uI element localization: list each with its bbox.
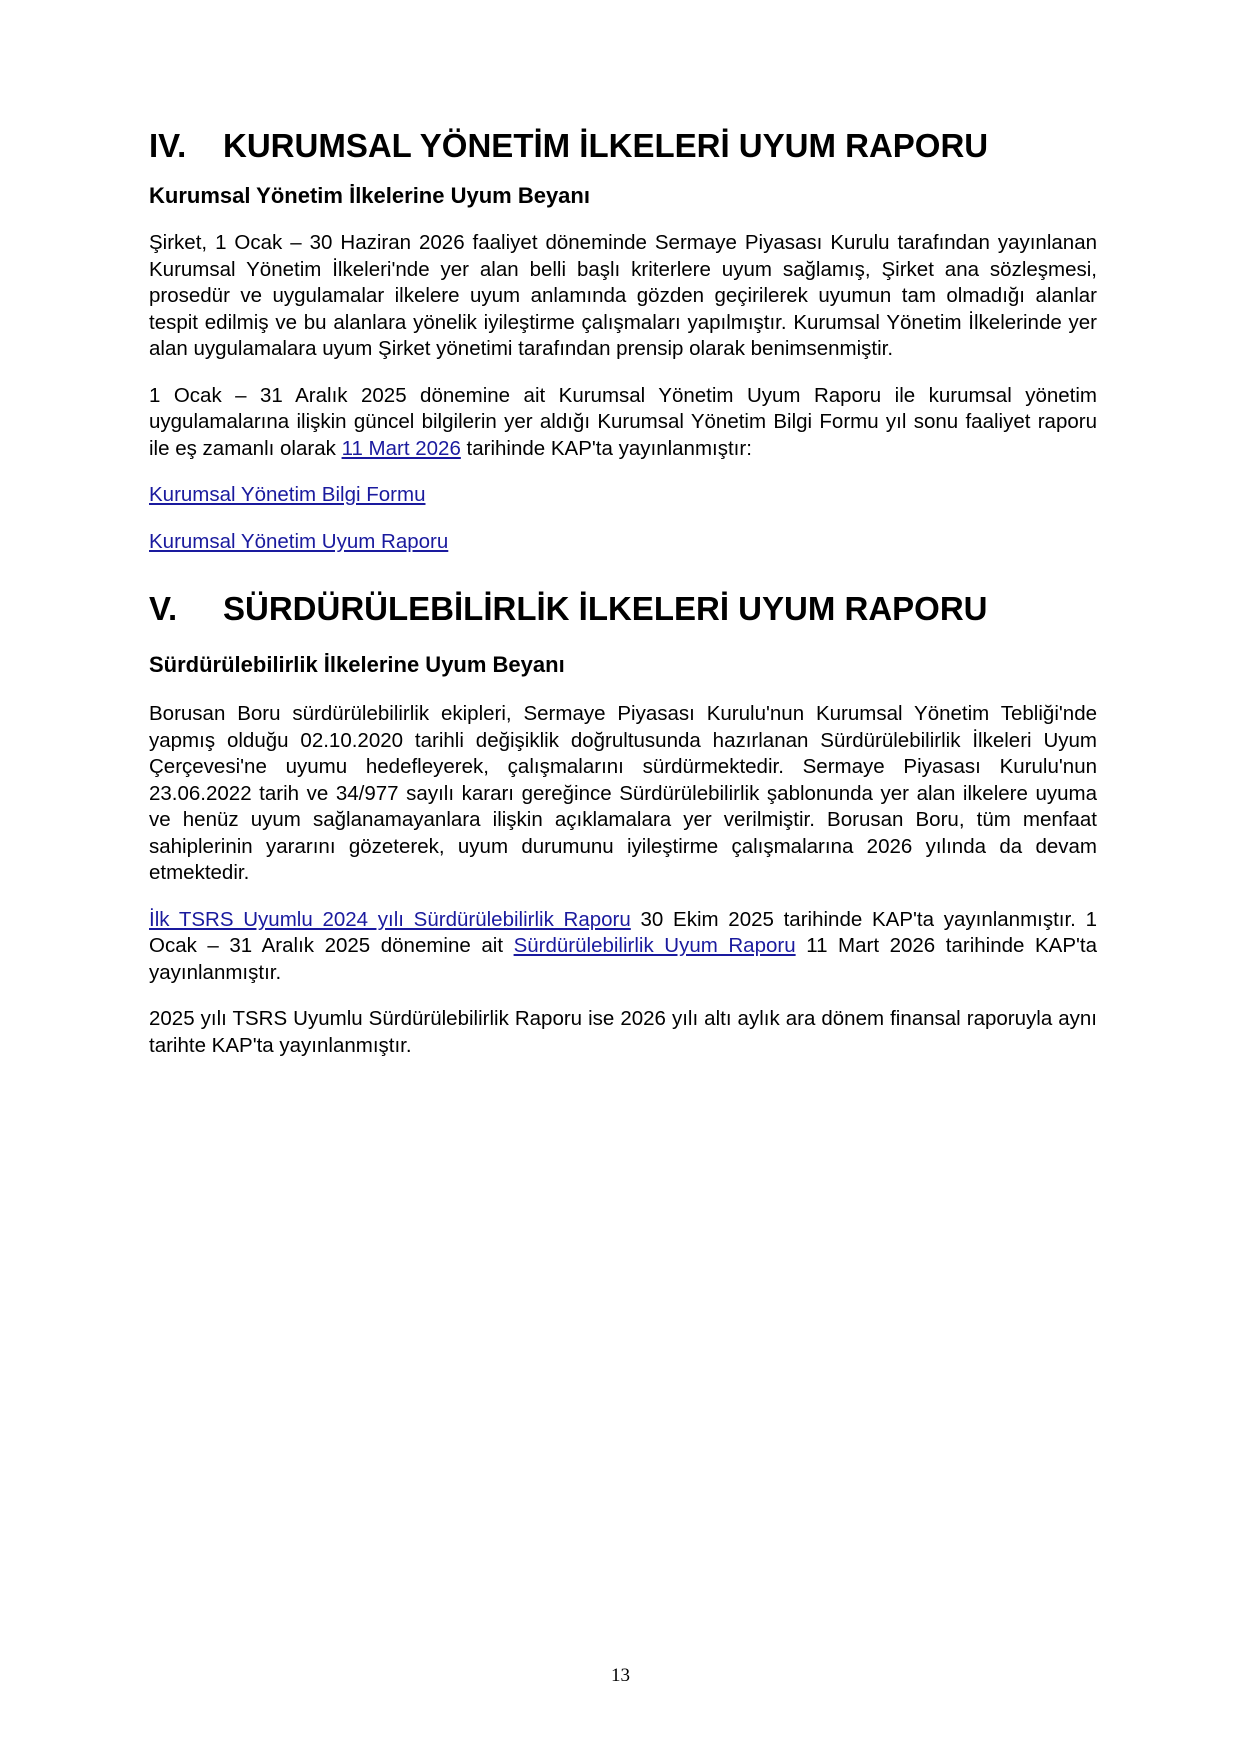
section-iv-title: KURUMSAL YÖNETİM İLKELERİ UYUM RAPORU — [223, 127, 989, 164]
link-paragraph — [149, 482, 1097, 509]
page-number: 13 — [611, 1665, 630, 1686]
corporate-governance-info-form-link[interactable]: Kurumsal Yönetim Bilgi Formu — [149, 483, 426, 506]
corporate-governance-subheading: Kurumsal Yönetim İlkelerine Uyum Beyanı — [149, 183, 590, 208]
section-iv-heading — [149, 126, 1097, 166]
sustainability-subheading: Sürdürülebilirlik İlkelerine Uyum Beyanı — [149, 652, 565, 677]
paragraph-text: 1 Ocak – 31 Aralık 2025 dönemine ait Kurumsal Yönetim Uyum Raporu ile kurumsal yönetim uygulamalarına ilişkin güncel bilgilerin yer aldığı Kurumsal Yönetim Bilgi Formu yıl sonu faaliyet raporu ile eş zamanlı olarak — [149, 383, 1097, 460]
sustainability-compliance-report-link[interactable]: Sürdürülebilirlik Uyum Raporu — [513, 934, 796, 957]
sustainability-paragraph-1: Borusan Boru sürdürülebilirlik ekipleri, Sermaye Piyasası Kurulu'nun Kurumsal Yönetim Tebliği'nde yapmış olduğu 02.10.2020 tarihli değişiklik doğrultusunda hazırlanan Sürdürülebilirlik İlkeleri Uyum Çerçevesi'ne uyumu hedefleyerek, çalışmalarını sürdürmektedir. Sermaye Piyasası Kurulu'nun 23.06.2022 tarih ve 34/977 sayılı kararı gereğince Sürdürülebilirlik şablonunda yer alan ilkelere uyuma ve henüz uyum sağlanamayanlara ilişkin açıklamalara yer verilmiştir. Borusan Boru, tüm menfaat sahiplerinin yararını gözeterek, uyum durumunu iyileştirme çalışmalarına 2026 yılında da devam etmektedir. — [149, 702, 1097, 884]
sustainability-paragraph-3: 2025 yılı TSRS Uyumlu Sürdürülebilirlik Raporu ise 2026 yılı altı aylık ara dönem finansal raporuyla aynı tarihte KAP'ta yayınlanmıştır. — [149, 1007, 1097, 1057]
corporate-governance-paragraph-2 — [149, 383, 1097, 463]
link-paragraph — [149, 529, 1097, 556]
tsrs-2024-report-link[interactable]: İlk TSRS Uyumlu 2024 yılı Sürdürülebilirlik Raporu — [149, 907, 631, 931]
paragraph-text: tarihinde KAP'ta yayınlanmıştır: — [460, 436, 752, 460]
section-iv-number: IV. — [149, 127, 187, 164]
section-v-title: SÜRDÜRÜLEBİLİRLİK İLKELERİ UYUM RAPORU — [223, 590, 988, 627]
section-v-heading — [149, 589, 1097, 629]
page-content — [149, 126, 1097, 1059]
kap-date-link[interactable]: 11 Mart 2026 — [341, 436, 461, 460]
corporate-governance-paragraph-1: Şirket, 1 Ocak – 30 Haziran 2026 faaliyet döneminde Sermaye Piyasası Kurulu tarafından yayınlanan Kurumsal Yönetim İlkeleri'nde yer alan belli başlı kriterlere uyum sağlamış, Şirket ana sözleşmesi, prosedür ve uygulamalar ilkelere uyum anlamında gözden geçirilerek uyumun tam olmadığı alanlar tespit edilmiş ve bu alanlara yönelik iyileştirme çalışmaları yapılmıştır. Kurumsal Yönetim İlkelerinde yer alan uygulamalara uyum Şirket yönetimi tarafından prensip olarak benimsenmiştir. — [149, 231, 1097, 360]
paragraph-text: 30 Ekim 2025 tarihinde KAP'ta yayınlanmıştır. 1 Ocak – 31 Aralık 2025 dönemine ait — [149, 907, 1097, 957]
section-v-number: V. — [149, 590, 178, 627]
sustainability-paragraph-2 — [149, 907, 1097, 987]
corporate-governance-compliance-report-link[interactable]: Kurumsal Yönetim Uyum Raporu — [149, 529, 449, 553]
paragraph-text: 11 Mart 2026 tarihinde KAP'ta yayınlanmıştır. — [149, 934, 1098, 984]
